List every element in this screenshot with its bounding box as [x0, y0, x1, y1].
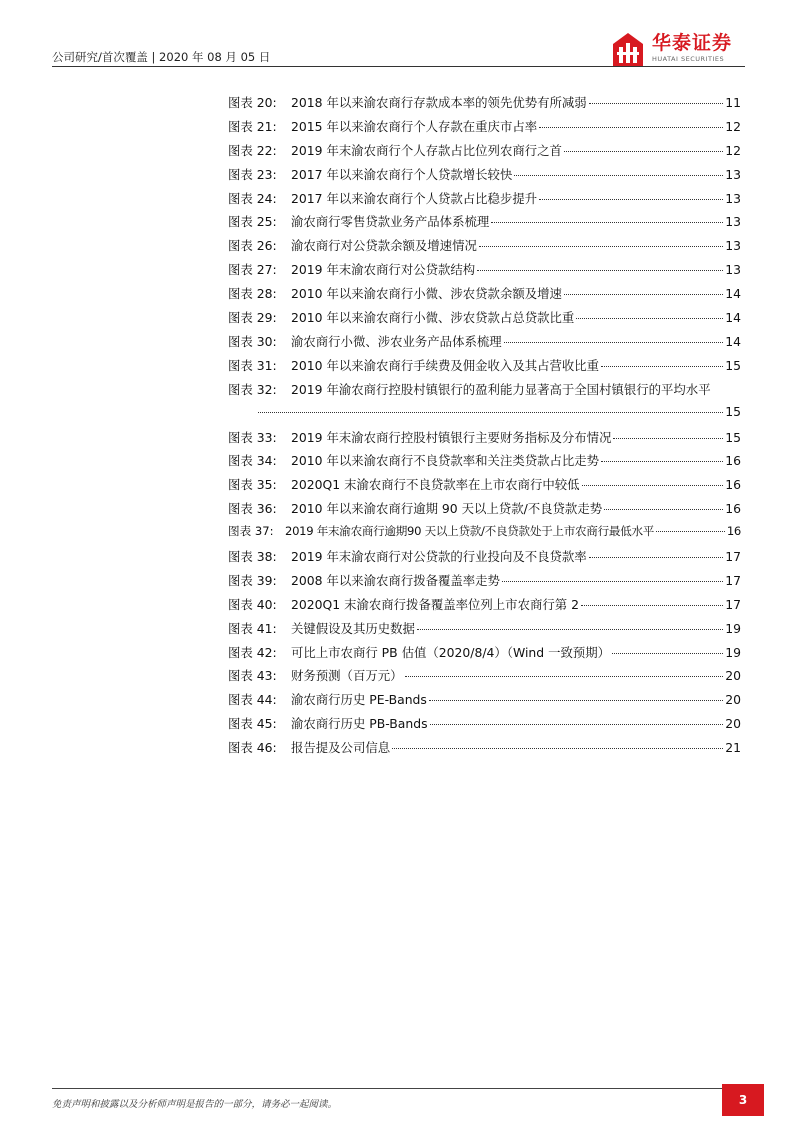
toc-entry[interactable]: 图表 39: 2008 年以来渝农商行拨备覆盖率走势 17: [228, 572, 741, 588]
header-doc-info: 公司研究/首次覆盖 | 2020 年 08 月 05 日: [52, 50, 271, 64]
toc-entry[interactable]: 图表 37: 2019 年末渝农商行逾期90 天以上贷款/不良贷款处于上市农商行最低水平 16: [228, 524, 741, 539]
toc-entry[interactable]: 图表 33: 2019 年末渝农商行控股村镇银行主要财务指标及分布情况 15: [228, 429, 741, 445]
figure-index-list: [228, 89, 741, 758]
page-number: 3: [738, 1093, 748, 1107]
toc-entry[interactable]: 图表 25: 渝农商行零售贷款业务产品体系梳理 13: [228, 214, 741, 230]
toc-entry[interactable]: 图表 34: 2010 年以来渝农商行不良贷款率和关注类贷款占比走势 16: [228, 453, 741, 469]
toc-entry[interactable]: 图表 22: 2019 年末渝农商行个人存款占比位列农商行之首 12: [228, 142, 741, 158]
toc-entry[interactable]: 图表 26: 渝农商行对公贷款余额及增速情况 13: [228, 238, 741, 254]
toc-entry[interactable]: 图表 38: 2019 年末渝农商行对公贷款的行业投向及不良贷款率 17: [228, 549, 741, 565]
toc-entry[interactable]: 图表 32: 2019 年渝农商行控股村镇银行的盈利能力显著高于全国村镇银行的平均水平: [228, 381, 711, 397]
toc-entry[interactable]: 图表 30: 渝农商行小微、涉农业务产品体系梳理 14: [228, 333, 741, 349]
toc-entry[interactable]: 图表 28: 2010 年以来渝农商行小微、涉农贷款余额及增速 14: [228, 286, 741, 302]
toc-entry[interactable]: 图表 45: 渝农商行历史 PB-Bands 20: [228, 716, 741, 732]
footer-disclaimer: 免责声明和披露以及分析师声明是报告的一部分，请务必一起阅读。: [52, 1099, 338, 1110]
logo-chinese-name: 华泰证券: [652, 32, 733, 54]
toc-entry[interactable]: 图表 27: 2019 年末渝农商行对公贷款结构 13: [228, 262, 741, 278]
toc-entry[interactable]: 图表 43: 财务预测（百万元） 20: [228, 668, 741, 684]
toc-entry[interactable]: 图表 31: 2010 年以来渝农商行手续费及佣金收入及其占营收比重 15: [228, 357, 741, 373]
toc-entry[interactable]: 图表 23: 2017 年以来渝农商行个人贷款增长较快 13: [228, 166, 741, 182]
logo-english-name: HUATAI SECURITIES: [652, 55, 725, 63]
toc-entry[interactable]: 图表 29: 2010 年以来渝农商行小微、涉农贷款占总贷款比重 14: [228, 310, 741, 326]
toc-entry[interactable]: 图表 40: 2020Q1 末渝农商行拨备覆盖率位列上市农商行第 2 17: [228, 596, 741, 612]
toc-entry[interactable]: 图表 35: 2020Q1 末渝农商行不良贷款率在上市农商行中较低 16: [228, 477, 741, 493]
huatai-logo-icon: [610, 32, 646, 68]
toc-entry[interactable]: 图表 36: 2010 年以来渝农商行逾期 90 天以上贷款/不良贷款走势 16: [228, 501, 741, 517]
toc-entry[interactable]: 图表 24: 2017 年以来渝农商行个人贷款占比稳步提升 13: [228, 190, 741, 206]
toc-entry[interactable]: 图表 20: 2018 年以来渝农商行存款成本率的领先优势有所减弱 11: [228, 95, 741, 110]
header-divider: [52, 66, 745, 67]
toc-entry[interactable]: 图表 44: 渝农商行历史 PE-Bands 20: [228, 692, 741, 708]
toc-entry[interactable]: 图表 21: 2015 年以来渝农商行个人存款在重庆市占率 12: [228, 118, 741, 134]
toc-entry[interactable]: 图表 42: 可比上市农商行 PB 估值（2020/8/4）（Wind 一致预期） 19: [228, 644, 741, 660]
toc-entry-continuation[interactable]: 15: [228, 400, 741, 424]
toc-entry[interactable]: 图表 46: 报告提及公司信息 21: [228, 740, 741, 756]
company-logo: [610, 32, 732, 68]
footer-divider: [52, 1088, 722, 1089]
toc-entry[interactable]: 图表 41: 关键假设及其历史数据 19: [228, 620, 741, 636]
